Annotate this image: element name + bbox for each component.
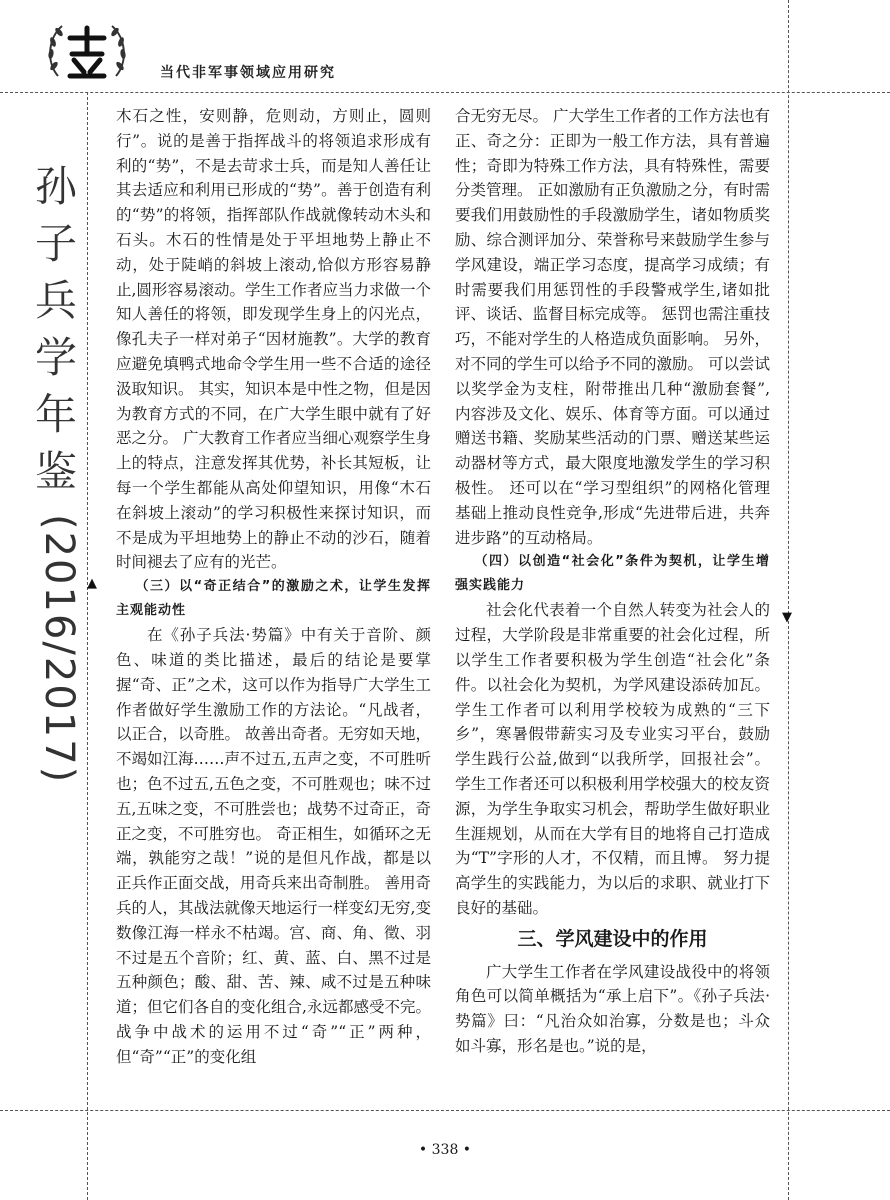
footer-rule [0,1110,890,1111]
section-heading: 三、学风建设中的作用 [517,927,708,950]
side-title-char: 兵 [34,276,77,325]
header-rule [0,92,890,93]
paragraph: 广大学生工作者在学风建设战役中的将领角色可以简单概括为“承上启下”。《孙子兵法·势篇》曰：“凡治众如治寡，分数是也；斗众如斗寡，形名是也。”说的是， [455,962,770,1055]
subheading: （三）以“奇正结合”的激励之术，让学生发挥主观能动性 [116,579,431,619]
page-number: • 338 • [418,1142,472,1158]
left-rule [87,92,88,1200]
subheading: （四）以创造“社会化”条件为契机，让学生增强实践能力 [455,554,770,594]
side-year: (2016/2017) [36,514,82,785]
side-title-char: 子 [34,219,77,268]
paragraph: 社会化代表着一个自然人转变为社会人的过程，大学阶段是非常重要的社会化过程，所以学生工作者要积极为学生创造“社会化”条件。以社会化为契机，为学风建设添砖加瓦。 学生工作者可以利用学校较为成熟的“三下乡”，寒暑假带薪实习及专业实习平台，鼓励学生践行公益,做到“以我所学，回报社会”。 学生工作者还可以积极利用学校强大的校友资源，为学生争取实习机会，帮助学生做好职业生涯规划，从而在大学有目的地将自己打造成为“T”字形的人才，不仅精，而且博。 努力提高学生的实践能力，为以后的求职、就业打下良好的基础。 [455,601,770,917]
side-title-char: 学 [34,333,77,382]
side-yearbook-title [26,158,86,500]
up-arrow-icon: ▲ [87,576,97,591]
side-title-char: 鉴 [34,447,77,496]
down-arrow-icon: ▼ [782,610,792,625]
side-title-char: 年 [34,390,77,439]
right-rule [788,0,789,1200]
paragraph: 在《孙子兵法·势篇》中有关于音阶、颜色、味道的类比描述，最后的结论是要掌握“奇、正”之术，这可以作为指导广大学生工作者做好学生激励工作的方法论。“凡战者，以正合，以奇胜。 故善出奇者。无穷如天地，不竭如江海……声不过五,五声之变，不可胜听也；色不过五,五色之变，不可胜观也；味不过五,五味之变，不可胜尝也；战势不过奇正，奇正之变，不可胜穷也。 奇正相生，如循环之无端，孰能穷之哉！”说的是但凡作战，都是以正兵作正面交战，用奇兵来出奇制胜。 善用奇兵的人，其战法就像天地运行一样变幻无穷,变数像江海一样永不枯竭。宫、商、角、徵、羽不过是五个音阶；红、黄、蓝、白、黑不过是五种颜色；酸、甜、苦、辣、咸不过是五种味道；但它们各自的变化组合,永远都感受不完。战争中战术的运用不过“奇”“正”两种，但“奇”“正”的变化组 [116,626,431,1066]
paragraph: 木石之性，安则静，危则动，方则止，圆则行”。说的是善于指挥战斗的将领追求形成有利的“势”，不是去苛求士兵，而是知人善任让其去适应和利用已形成的“势”。善于创造有利的“势”的将领，指挥部队作战就像转动木头和石头。木石的性情是处于平坦地势上静止不动，处于陡峭的斜坡上滚动,恰似方形容易静止,圆形容易滚动。学生工作者应当力求做一个知人善任的将领，即发现学生身上的闪光点，像孔夫子一样对弟子“因材施教”。大学的教育应避免填鸭式地命令学生用一些不合适的途径汲取知识。 其实，知识本是中性之物，但是因为教育方式的不同，在广大学生眼中就有了好恶之分。 广大教育工作者应当细心观察学生身上的特点，注意发挥其优势，补长其短板，让每一个学生都能从高处仰望知识，用像“木石在斜坡上滚动”的学习积极性来探讨知识，而不是成为平坦地势上的静止不动的沙石，随着时间褪去了应有的光芒。 [116,107,431,572]
right-column [455,104,770,1059]
running-title: 当代非军事领域应用研究 [160,65,336,81]
side-title-char: 孙 [34,162,77,211]
left-column [116,104,431,1069]
yearbook-logo-icon [44,18,130,84]
paragraph: 合无穷无尽。 广大学生工作者的工作方法也有正、奇之分：正即为一般工作方法，具有普遍性；奇即为特殊工作方法，具有特殊性，需要分类管理。 正如激励有正负激励之分，有时需要我们用鼓励性的手段激励学生，诸如物质奖励、综合测评加分、荣誉称号来鼓励学生参与学风建设，端正学习态度，提高学习成绩；有时需要我们用惩罚性的手段警戒学生,诸如批评、谈话、监督目标完成等。 惩罚也需注重技巧，不能对学生的人格造成负面影响。 另外，对不同的学生可以给予不同的激励。 可以尝试以奖学金为支柱，附带推出几种“激励套餐”,内容涉及文化、娱乐、体育等方面。可以通过赠送书籍、奖励某些活动的门票、赠送某些运动器材等方式，最大限度地激发学生的学习积极性。 还可以在“学习型组织”的网格化管理基础上推动良性竞争,形成“先进带后进，共奔进步路”的互动格局。 [455,107,770,547]
